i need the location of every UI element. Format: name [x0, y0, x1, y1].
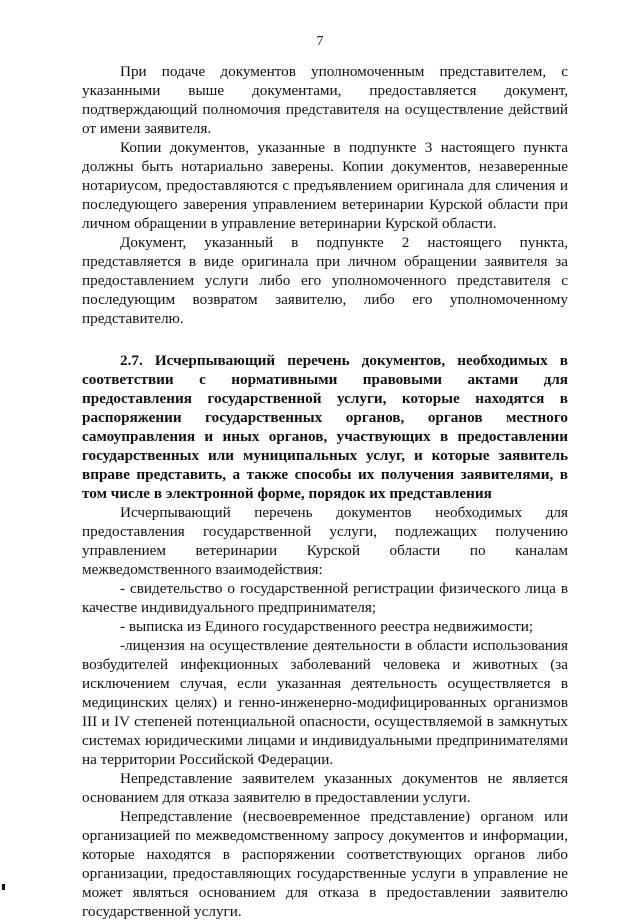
- list-item-license: -лицензия на осуществление деятельности в области использования возбудителей инфекционных заболеваний человека и животных (за исключением случая, если указанная деятельность осуществляется в медицинских целях) и генно-инженерно-модифицированных организмов III и IV степеней потенциальной опасности, осуществляемой в замкнутых системах юридическими лицами и индивидуальными предпринимателями на территории Российской Федерации.: [82, 637, 568, 768]
- paragraph-non-submission-applicant: Непредставление заявителем указанных документов не является основанием для отказа заявителю в предоставлении услуги.: [82, 770, 568, 806]
- document-body: [82, 62, 568, 921]
- paragraph-representative-documents: При подаче документов уполномоченным представителем, с указанными выше документами, предоставляется документ, подтверждающий полномочия представителя на осуществление действий от имени заявителя.: [82, 63, 568, 137]
- section-heading-2-7: 2.7. Исчерпывающий перечень документов, необходимых в соответствии с нормативными правовыми актами для предоставления государственной услуги, которые находятся в распоряжении государственных органов, органов местного самоуправления и иных органов, участвующих в предоставлении государственных или муниципальных услуг, и которые заявитель вправе представить, а также способы их получения заявителями, в том числе в электронной форме, порядок их представления: [82, 352, 568, 502]
- list-item-registration-certificate: - свидетельство о государственной регистрации физического лица в качестве индивидуального предпринимателя;: [82, 580, 568, 616]
- list-item-real-estate-extract: - выписка из Единого государственного реестра недвижимости;: [120, 618, 534, 635]
- paragraph-notarized-copies: Копии документов, указанные в подпункте 3 настоящего пункта должны быть нотариально заверены. Копии документов, незаверенные нотариусом, предоставляются с предъявлением оригинала для сличения и последующего заверения управлением ветеринарии Курской области при личном обращении в управление ветеринарии Курской области.: [82, 139, 568, 232]
- page-number: 7: [316, 34, 324, 49]
- paragraph-original-document: Документ, указанный в подпункте 2 настоящего пункта, представляется в виде оригинала при личном обращении заявителя за предоставлением услуги либо его уполномоченного представителя с последующим возвратом заявителю, либо его уполномоченному представителю.: [82, 234, 568, 327]
- paragraph-non-submission-agency: Непредставление (несвоевременное представление) органом или организацией по межведомственному запросу документов и информации, которые находятся в распоряжении соответствующих органов либо организации, предоставляющих государственные услуги в управление не может являться основанием для отказа в предоставлении заявителю государственной услуги.: [82, 808, 568, 920]
- paragraph-documents-list-intro: Исчерпывающий перечень документов необходимых для предоставления государственной услуги, подлежащих получению управлением ветеринарии Курской области по каналам межведомственного взаимодействия:: [82, 504, 568, 578]
- scan-mark: [2, 884, 5, 890]
